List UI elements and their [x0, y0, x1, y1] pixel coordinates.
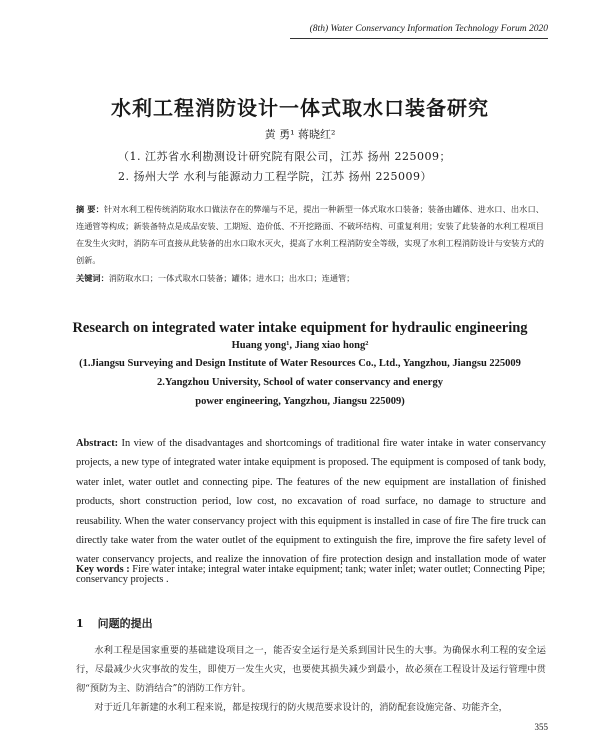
section-heading: [76, 615, 167, 631]
title-chinese: 水利工程消防设计一体式取水口装备研究: [111, 96, 489, 120]
keywords-chinese-text: 消防取水口；一体式取水口装备；罐体；进水口；出水口；连通管；: [108, 273, 355, 283]
section-title: 问题的提出: [97, 617, 153, 630]
abstract-chinese-text: 针对水利工程传统消防取水口做法存在的弊端与不足，提出一种新型一体式取水口装备；装备由罐体、进水口、出水口、连通管等构成；新装备特点是成品安装、工期短、造价低、不开挖路面、不破坏结构、可重复利用；安装了此装备的水利工程项目在发生火灾时，消防车可直接从此装备的出水口取水灭火，提高了水利工程消防安全等级，实现了水利工程消防设计与安装方式的创新。: [76, 204, 544, 265]
abstract-english-text: In view of the disadvantages and shortcomings of traditional fire water intake in water conservancy projects, a new type of integrated water intake equipment is proposed. The equipment is composed of tank body, water inlet, water outlet and connecting pipe. The features of the new equipment are installation of finished products, short construction period, low cost, no excavation of road surface, no damage to structure and reusability. When the water conservancy project with this equipment is installed in case of fire The fire truck can directly take water from the water outlet of the equipment to extinguish the fire, improve the fire safety level of water conservancy projects, and realize the innovation of fire protection design and installation mode of water conservancy projects .: [76, 438, 546, 585]
section-number: 1: [76, 617, 84, 630]
keywords-english-label: Key words :: [76, 564, 130, 575]
body-paragraph: 对于近几年新建的水利工程来说，都是按现行的防火规范要求设计的，消防配套设施完备、功能齐全，: [94, 702, 508, 713]
abstract-english-label: Abstract:: [76, 438, 119, 449]
authors-chinese: 黄 勇¹ 蒋晓红²: [264, 128, 336, 141]
keywords-english: [76, 560, 546, 579]
body-paragraph: 水利工程是国家重要的基础建设项目之一，能否安全运行是关系到国计民生的大事。为确保水利工程的安全运行，尽最减少火灾事故的发生，即使万一发生火灾，也要使其损失减少到最小，故必须在工程设计及运行管理中贯彻“预防为主、防消结合”的消防工作方针。: [76, 645, 546, 694]
body-text: [76, 641, 546, 717]
page-number: 355: [534, 722, 548, 732]
affiliation-chinese-1: （1. 江苏省水利勘测设计研究院有限公司，江苏 扬州 225009；: [118, 150, 451, 163]
affiliation-chinese-2: 2. 扬州大学 水利与能源动力工程学院，江苏 扬州 225009）: [118, 170, 432, 183]
keywords-chinese: [76, 273, 544, 284]
affiliation-english-3: power engineering, Yangzhou, Jiangsu 225009): [195, 396, 405, 407]
keywords-chinese-label: 关键词：: [76, 273, 109, 283]
running-header: (8th) Water Conservancy Information Technology Forum 2020: [309, 24, 548, 34]
abstract-chinese: [76, 201, 544, 269]
title-english: Research on integrated water intake equipment for hydraulic engineering: [72, 320, 528, 336]
authors-english: Huang yong¹, Jiang xiao hong²: [231, 340, 369, 351]
affiliation-english-2: 2.Yangzhou University, School of water conservancy and energy: [157, 377, 443, 388]
abstract-chinese-label: 摘 要：: [76, 204, 104, 214]
affiliation-english-1: (1.Jiangsu Surveying and Design Institute of Water Resources Co., Ltd., Yangzhou, Jiangsu 225009: [79, 358, 521, 369]
keywords-english-text: Fire water intake; integral water intake equipment; tank; water inlet; water outlet; Connecting Pipe;: [132, 564, 546, 575]
header-rule: [290, 38, 548, 39]
